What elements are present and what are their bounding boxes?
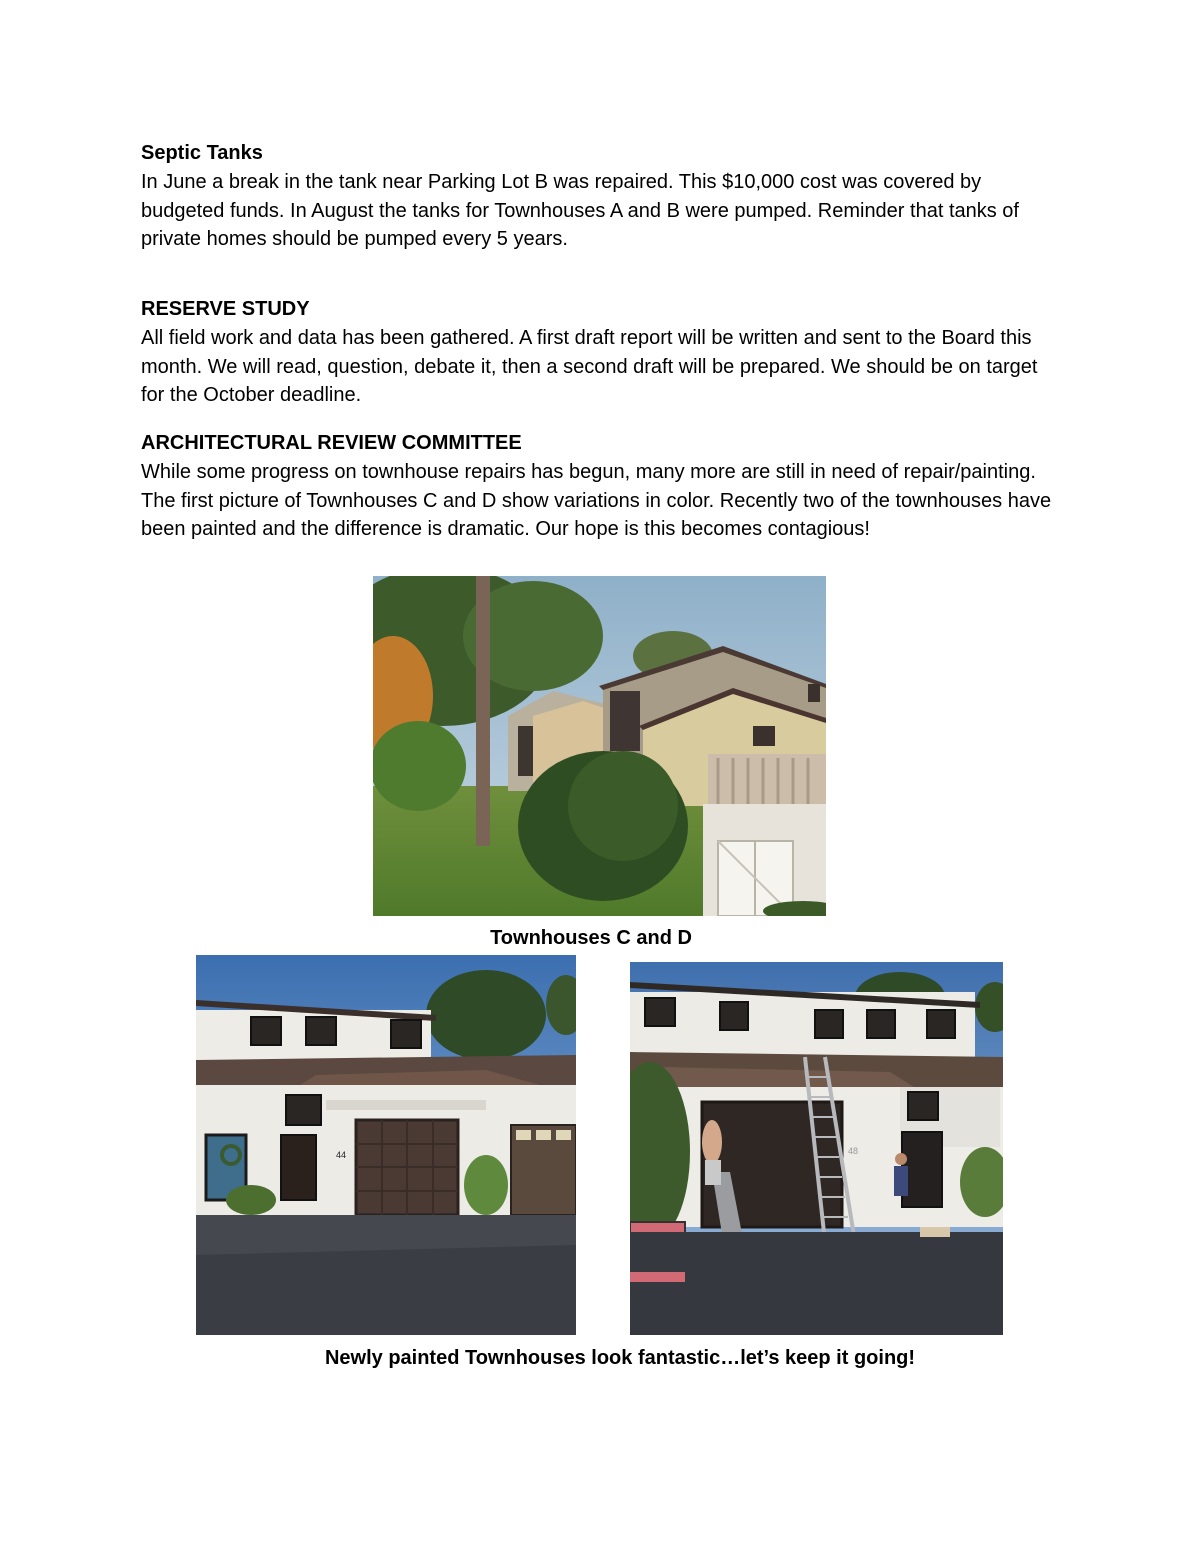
townhouses-c-d-photo [373,576,826,916]
septic-tanks-heading: Septic Tanks [141,142,263,164]
reserve-study-heading: RESERVE STUDY [141,298,310,320]
arc-paragraph: While some progress on townhouse repairs has begun, many more are still in need of repair/painting. The first picture of Townhouses C and D show variations in color. Recently two of the townhouses have been painted and the difference is dramatic. Our hope is this becomes contagious! [141,461,1052,541]
top-photo-caption: Townhouses C and D [490,927,692,949]
townhouse-48-photo [630,962,1003,1335]
bottom-photos-caption: Newly painted Townhouses look fantastic…let’s keep it going! [324,1347,916,1369]
townhouse-44-photo [196,955,576,1335]
house-number-48: 48 [848,1146,859,1156]
reserve-study-paragraph: All field work and data has been gathered. A first draft report will be written and sent to the Board this month. We will read, question, debate it, then a second draft will be prepared. We should be on target for the October deadline. [141,327,1038,407]
arc-heading: ARCHITECTURAL REVIEW COMMITTEE [141,432,522,454]
septic-tanks-paragraph: In June a break in the tank near Parking Lot B was repaired. This $10,000 cost was covered by budgeted funds. In August the tanks for Townhouses A and B were pumped. Reminder that tanks of private homes should be pumped every 5 years. [141,171,1019,251]
house-number-44: 44 [336,1150,347,1160]
